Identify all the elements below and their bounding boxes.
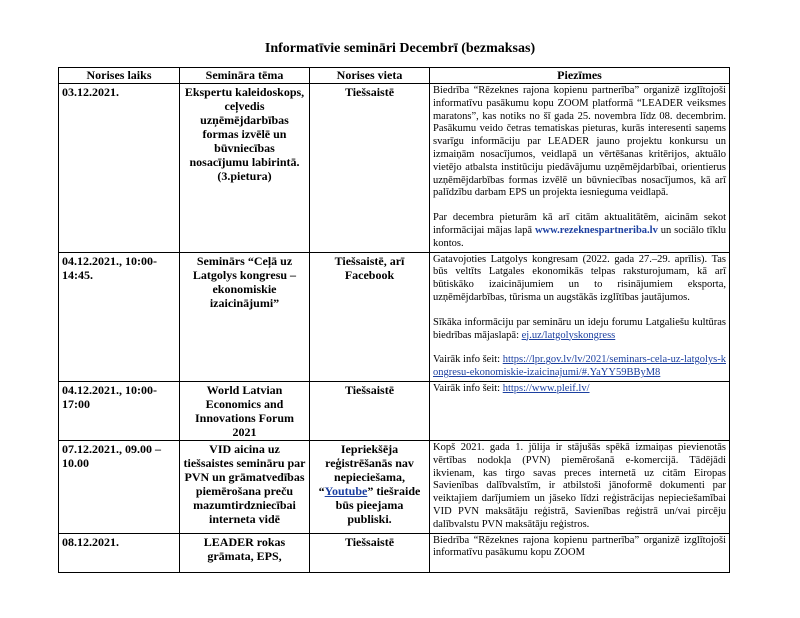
row-notes: Vairāk info šeit: https://www.pleif.lv/ xyxy=(430,381,730,440)
row-topic: Seminārs “Ceļā uz Latgolys kongresu – ekonomiskie izaicinājumi” xyxy=(180,252,310,381)
row-place: Tiešsaistē xyxy=(310,533,430,572)
table-row xyxy=(59,440,730,533)
page-title: Informatīvie semināri Decembrī (bezmaksas) xyxy=(264,41,536,56)
pleif-link[interactable]: https://www.pleif.lv/ xyxy=(502,382,590,394)
notes-paragraph: Sīkāka informāciju par semināru un ideju forumu Latgaliešu kultūras biedrības mājaslapā: ej.uz/latgolyskongress xyxy=(433,316,726,341)
row-place: Tiešsaistē xyxy=(310,84,430,253)
row-time: 03.12.2021. xyxy=(59,84,180,253)
row-topic: World Latvian Economics and Innovations Forum 2021 xyxy=(180,381,310,440)
youtube-link[interactable]: Youtube xyxy=(324,483,368,498)
row-time: 04.12.2021., 10:00-14:45. xyxy=(59,252,180,381)
notes-paragraph: Vairāk info šeit: https://lpr.gov.lv/lv/2021/seminars-cela-uz-latgolys-kongresu-ekonomiskie-izaicinajumi/#.YaYY59BByM8 xyxy=(433,354,726,379)
table-row xyxy=(59,381,730,440)
table-row xyxy=(59,252,730,381)
row-topic: VID aicina uz tiešsaistes semināru par PVN un grāmatvedības piemērošana preču mazumtirdzniecībai interneta vidē xyxy=(180,440,310,533)
row-time: 07.12.2021., 09.00 – 10.00 xyxy=(59,440,180,533)
row-notes: Kopš 2021. gada 1. jūlija ir stājušās spēkā izmaiņas pievienotās vērtības nodokļa (PVN) piemērošanā e-komercijā. Tādējādi ikvienam, kas tirgo savas preces internetā uz citām Eiropas Savienības dalībvalstīm, ir atbilstoši jānoformē dokumenti par veiktajiem darījumiem un jāseko līdzi reģistrācijas nepieciešamībai VID PVN maksātāju reģistrā, Savienības reģistrā un/vai pircēju dalībvalstu PVN maksātāju reģistros. xyxy=(430,440,730,533)
table-row xyxy=(59,84,730,253)
header-place: Norises vieta xyxy=(310,68,430,84)
row-notes xyxy=(430,252,730,381)
row-topic: LEADER rokas grāmata, EPS, xyxy=(180,533,310,572)
row-place: Tiešsaistē, arī Facebook xyxy=(310,252,430,381)
row-notes xyxy=(430,84,730,253)
notes-paragraph: Biedrība “Rēzeknes rajona kopienu partnerība” organizē izglītojoši informatīvu pasākumu kopu ZOOM platformā “LEADER veiksmes maratons”, kas notiks no šī gada 25. novembra līdz 08. decembrim. Pasākumu veido četras tematiskas pieturas, kurās interesenti saņems svarīgu informāciju par LEADER jauno projektu konkursu un izmaiņām nosacījumos, veidlapā un vērtēšanas kritērijos, aktuālo vietējo atbalsta institūciju piedāvājumu uzņēmējdarbībai, orientierus uzņēmējdarbības formas izvēlē un būvniecības nosacījumos, kā arī palīdzību darbam EPS un projekta iesnieguma veidlapā. xyxy=(433,85,726,199)
row-place: Iepriekšēja reģistrēšanās nav nepieciešama, “Youtube” tiešraide būs pieejama publiski. xyxy=(310,440,430,533)
table-row xyxy=(59,533,730,572)
seminar-table xyxy=(58,67,730,573)
header-topic: Semināra tēma xyxy=(180,68,310,84)
lpr-link[interactable]: https://lpr.gov.lv/lv/2021/seminars-cela-uz-latgolys-kongresu-ekonomiskie-izaicinajumi/#.YaYY59BByM8 xyxy=(433,354,726,379)
row-topic: Ekspertu kaleidoskops, ceļvedis uzņēmējdarbības formas izvēlē un būvniecības nosacījumu labirintā. (3.pietura) xyxy=(180,84,310,253)
row-place: Tiešsaistē xyxy=(310,381,430,440)
table-header-row xyxy=(59,68,730,84)
notes-paragraph: Par decembra pieturām kā arī citām aktualitātēm, aicinām sekot informācijai mājas lapā www.rezeknespartneriba.lv un sociālo tīklu kontos. xyxy=(433,212,726,249)
header-notes: Piezīmes xyxy=(430,68,730,84)
latgolys-kongress-link[interactable]: ej.uz/latgolyskongress xyxy=(521,329,616,341)
header-time: Norises laiks xyxy=(59,68,180,84)
row-time: 04.12.2021., 10:00-17:00 xyxy=(59,381,180,440)
row-notes: Biedrība “Rēzeknes rajona kopienu partnerība” organizē izglītojoši informatīvu pasākumu kopu ZOOM xyxy=(430,533,730,572)
website-link[interactable]: www.rezeknespartneriba.lv xyxy=(534,224,658,236)
row-time: 08.12.2021. xyxy=(59,533,180,572)
notes-paragraph: Gatavojoties Latgolys kongresam (2022. gada 27.–29. aprīlis). Tas būs veltīts Latgales ekonomikās telpas raksturojumam, kā arī būtiskāko izaicinājumiem un to risinājumiem eksporta, uzņēmējdarbības, tūrisma un augstākās izglītības jautājumos. xyxy=(433,253,726,303)
